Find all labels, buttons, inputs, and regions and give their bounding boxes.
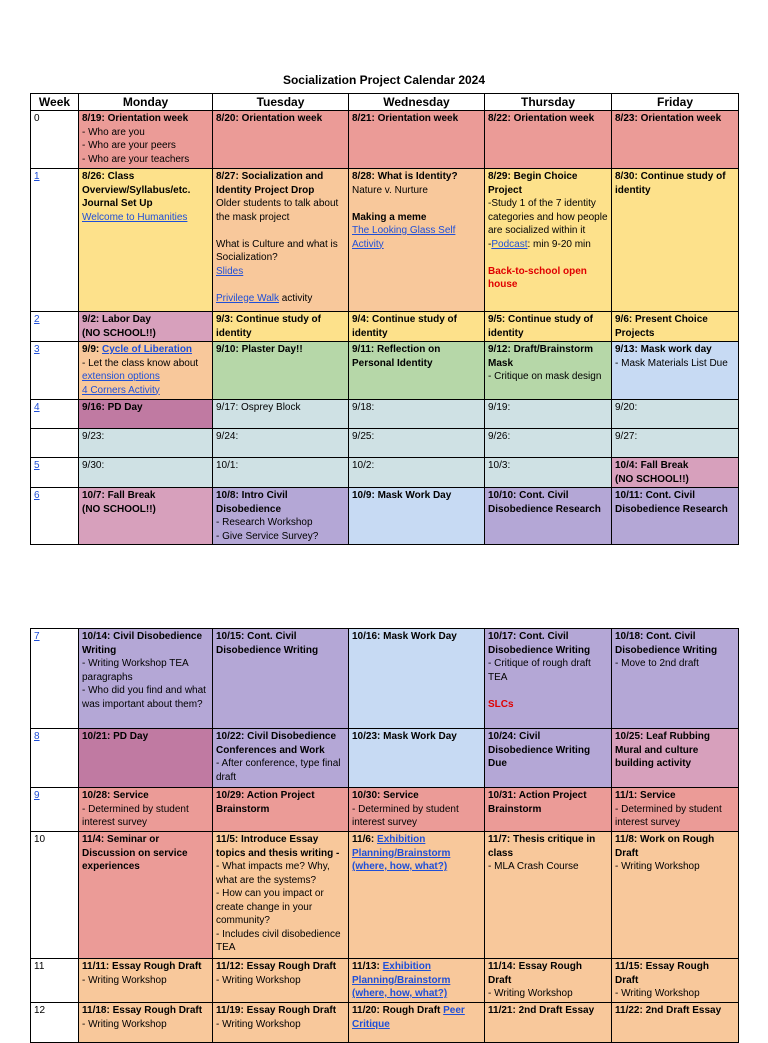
table-row bbox=[31, 729, 739, 788]
table-row bbox=[31, 959, 739, 1003]
day-cell: 8/28: What is Identity? Nature v. Nurture Making a meme The Looking Glass Self Activity bbox=[349, 169, 485, 312]
slides-link[interactable]: Slides bbox=[216, 265, 244, 277]
table-row bbox=[31, 312, 739, 342]
day-cell: 9/13: Mask work day - Mask Materials List Due bbox=[612, 342, 739, 400]
day-cell: 11/19: Essay Rough Draft - Writing Workshop bbox=[213, 1003, 349, 1043]
week-link[interactable]: 9 bbox=[34, 790, 40, 801]
day-cell: 10/21: PD Day bbox=[79, 729, 213, 788]
week-number bbox=[31, 729, 79, 788]
header-thursday: Thursday bbox=[485, 94, 612, 111]
day-cell: 11/7: Thesis critique in class - MLA Crash Course bbox=[485, 832, 612, 959]
table-row bbox=[31, 458, 739, 488]
podcast-link[interactable]: Podcast bbox=[491, 238, 528, 250]
week-link[interactable]: 6 bbox=[34, 490, 40, 501]
privilege-walk-link[interactable]: Privilege Walk bbox=[216, 292, 279, 304]
header-tuesday: Tuesday bbox=[213, 94, 349, 111]
day-cell: 8/29: Begin Choice Project -Study 1 of the 7 identity categories and how people are socialized within it -Podcast: min 9-20 min Back-to-school open house bbox=[485, 169, 612, 312]
week-number: 0 bbox=[31, 111, 79, 169]
day-cell: 10/16: Mask Work Day bbox=[349, 629, 485, 729]
day-cell: 10/4: Fall Break (NO SCHOOL!!) bbox=[612, 458, 739, 488]
week-number bbox=[31, 429, 79, 458]
day-cell: 10/18: Cont. Civil Disobedience Writing - Move to 2nd draft bbox=[612, 629, 739, 729]
week-number bbox=[31, 788, 79, 832]
day-cell: 10/8: Intro Civil Disobedience - Research Workshop - Give Service Survey? bbox=[213, 488, 349, 545]
day-cell: 10/23: Mask Work Day bbox=[349, 729, 485, 788]
peer-critique-link[interactable]: Peer Critique bbox=[352, 1005, 465, 1030]
header-week: Week bbox=[31, 94, 79, 111]
week-number bbox=[31, 169, 79, 312]
day-cell: 8/21: Orientation week bbox=[349, 111, 485, 169]
week-number bbox=[31, 342, 79, 400]
header-monday: Monday bbox=[79, 94, 213, 111]
day-cell: 10/11: Cont. Civil Disobedience Research bbox=[612, 488, 739, 545]
day-cell: 8/26: Class Overview/Syllabus/etc. Journal Set Up Welcome to Humanities bbox=[79, 169, 213, 312]
day-cell: 9/2: Labor Day (NO SCHOOL!!) bbox=[79, 312, 213, 342]
calendar-table-1 bbox=[30, 93, 739, 545]
cycle-of-liberation-link[interactable]: Cycle of Liberation bbox=[102, 344, 193, 355]
header-friday: Friday bbox=[612, 94, 739, 111]
day-cell: 10/30: Service - Determined by student interest survey bbox=[349, 788, 485, 832]
day-cell: 11/20: Rough Draft Peer Critique bbox=[349, 1003, 485, 1043]
table-row bbox=[31, 832, 739, 959]
week-number bbox=[31, 312, 79, 342]
day-cell: 9/10: Plaster Day!! bbox=[213, 342, 349, 400]
table-row bbox=[31, 788, 739, 832]
day-cell: 8/20: Orientation week bbox=[213, 111, 349, 169]
looking-glass-link[interactable]: The Looking Glass Self Activity bbox=[352, 225, 456, 250]
table-row bbox=[31, 169, 739, 312]
table-row bbox=[31, 429, 739, 458]
day-cell: 9/16: PD Day bbox=[79, 400, 213, 429]
day-cell: 9/3: Continue study of identity bbox=[213, 312, 349, 342]
exhibition-planning-link[interactable]: Exhibition Planning/Brainstorm (where, how, what?) bbox=[352, 961, 451, 999]
week-number bbox=[31, 629, 79, 729]
day-cell: 11/1: Service - Determined by student interest survey bbox=[612, 788, 739, 832]
day-cell: 11/14: Essay Rough Draft - Writing Workshop bbox=[485, 959, 612, 1003]
day-cell: 9/17: Osprey Block bbox=[213, 400, 349, 429]
week-link[interactable]: 1 bbox=[34, 171, 40, 182]
day-cell: 10/31: Action Project Brainstorm bbox=[485, 788, 612, 832]
day-cell: 9/23: bbox=[79, 429, 213, 458]
table-row bbox=[31, 111, 739, 169]
week-number bbox=[31, 400, 79, 429]
day-cell: 9/6: Present Choice Projects bbox=[612, 312, 739, 342]
day-cell: 8/19: Orientation week - Who are you - Who are your peers - Who are your teachers bbox=[79, 111, 213, 169]
week-number bbox=[31, 488, 79, 545]
day-cell: 11/5: Introduce Essay topics and thesis writing - - What impacts me? Why, what are the systems? - How can you impact or create change in your community? - Includes civil disobedience TEA bbox=[213, 832, 349, 959]
week-number: 10 bbox=[31, 832, 79, 959]
day-cell: 8/27: Socialization and Identity Project Drop Older students to talk about the mask project What is Culture and what is Socialization? Slides Privilege Walk activity bbox=[213, 169, 349, 312]
day-cell: 9/9: Cycle of Liberation - Let the class know about extension options 4 Corners Activity bbox=[79, 342, 213, 400]
day-cell: 10/10: Cont. Civil Disobedience Research bbox=[485, 488, 612, 545]
day-cell: 11/13: Exhibition Planning/Brainstorm (where, how, what?) bbox=[349, 959, 485, 1003]
day-cell: 11/22: 2nd Draft Essay bbox=[612, 1003, 739, 1043]
day-cell: 9/18: bbox=[349, 400, 485, 429]
day-cell: 10/15: Cont. Civil Disobedience Writing bbox=[213, 629, 349, 729]
day-cell: 8/23: Orientation week bbox=[612, 111, 739, 169]
day-cell: 11/11: Essay Rough Draft - Writing Workshop bbox=[79, 959, 213, 1003]
day-cell: 9/30: bbox=[79, 458, 213, 488]
table-row bbox=[31, 1003, 739, 1043]
week-link[interactable]: 4 bbox=[34, 402, 40, 413]
day-cell: 11/6: Exhibition Planning/Brainstorm (where, how, what?) bbox=[349, 832, 485, 959]
day-cell: 10/9: Mask Work Day bbox=[349, 488, 485, 545]
week-number: 12 bbox=[31, 1003, 79, 1043]
welcome-link[interactable]: Welcome to Humanities bbox=[82, 211, 188, 223]
day-cell: 11/4: Seminar or Discussion on service experiences bbox=[79, 832, 213, 959]
day-cell: 9/24: bbox=[213, 429, 349, 458]
day-cell: 10/22: Civil Disobedience Conferences and Work - After conference, type final draft bbox=[213, 729, 349, 788]
day-cell: 10/14: Civil Disobedience Writing - Writing Workshop TEA paragraphs - Who did you find and what was important about them? bbox=[79, 629, 213, 729]
four-corners-link[interactable]: 4 Corners Activity bbox=[82, 384, 160, 396]
day-cell: 10/28: Service - Determined by student interest survey bbox=[79, 788, 213, 832]
day-cell: 9/19: bbox=[485, 400, 612, 429]
day-cell: 11/18: Essay Rough Draft - Writing Workshop bbox=[79, 1003, 213, 1043]
day-cell: 9/25: bbox=[349, 429, 485, 458]
day-cell: 11/21: 2nd Draft Essay bbox=[485, 1003, 612, 1043]
day-cell: 11/15: Essay Rough Draft - Writing Workshop bbox=[612, 959, 739, 1003]
day-cell: 9/12: Draft/Brainstorm Mask - Critique on mask design bbox=[485, 342, 612, 400]
week-link[interactable]: 5 bbox=[34, 460, 40, 471]
table-row bbox=[31, 488, 739, 545]
extension-options-link[interactable]: extension options bbox=[82, 371, 160, 382]
week-link[interactable]: 3 bbox=[34, 344, 40, 355]
document-title: Socialization Project Calendar 2024 bbox=[282, 73, 486, 87]
day-cell: 8/22: Orientation week bbox=[485, 111, 612, 169]
week-link[interactable]: 2 bbox=[34, 314, 40, 325]
day-cell: 9/27: bbox=[612, 429, 739, 458]
day-cell: 11/8: Work on Rough Draft - Writing Workshop bbox=[612, 832, 739, 959]
exhibition-planning-link[interactable]: Exhibition Planning/Brainstorm (where, how, what?) bbox=[352, 834, 451, 872]
header-wednesday: Wednesday bbox=[349, 94, 485, 111]
table-row bbox=[31, 342, 739, 400]
day-cell: 8/30: Continue study of identity bbox=[612, 169, 739, 312]
day-cell: 9/26: bbox=[485, 429, 612, 458]
day-cell: 9/5: Continue study of identity bbox=[485, 312, 612, 342]
day-cell: 9/20: bbox=[612, 400, 739, 429]
table-row bbox=[31, 629, 739, 729]
week-number bbox=[31, 458, 79, 488]
day-cell: 10/7: Fall Break (NO SCHOOL!!) bbox=[79, 488, 213, 545]
table-row bbox=[31, 400, 739, 429]
week-number: 11 bbox=[31, 959, 79, 1003]
day-cell: 10/17: Cont. Civil Disobedience Writing - Critique of rough draft TEA SLCs bbox=[485, 629, 612, 729]
day-cell: 10/29: Action Project Brainstorm bbox=[213, 788, 349, 832]
day-cell: 10/2: bbox=[349, 458, 485, 488]
day-cell: 9/11: Reflection on Personal Identity bbox=[349, 342, 485, 400]
day-cell: 9/4: Continue study of identity bbox=[349, 312, 485, 342]
day-cell: 10/25: Leaf Rubbing Mural and culture building activity bbox=[612, 729, 739, 788]
day-cell: 10/3: bbox=[485, 458, 612, 488]
day-cell: 10/1: bbox=[213, 458, 349, 488]
day-cell: 10/24: Civil Disobedience Writing Due bbox=[485, 729, 612, 788]
week-link[interactable]: 7 bbox=[34, 631, 40, 642]
day-cell: 11/12: Essay Rough Draft - Writing Workshop bbox=[213, 959, 349, 1003]
week-link[interactable]: 8 bbox=[34, 731, 40, 742]
calendar-table-2 bbox=[30, 628, 739, 1043]
